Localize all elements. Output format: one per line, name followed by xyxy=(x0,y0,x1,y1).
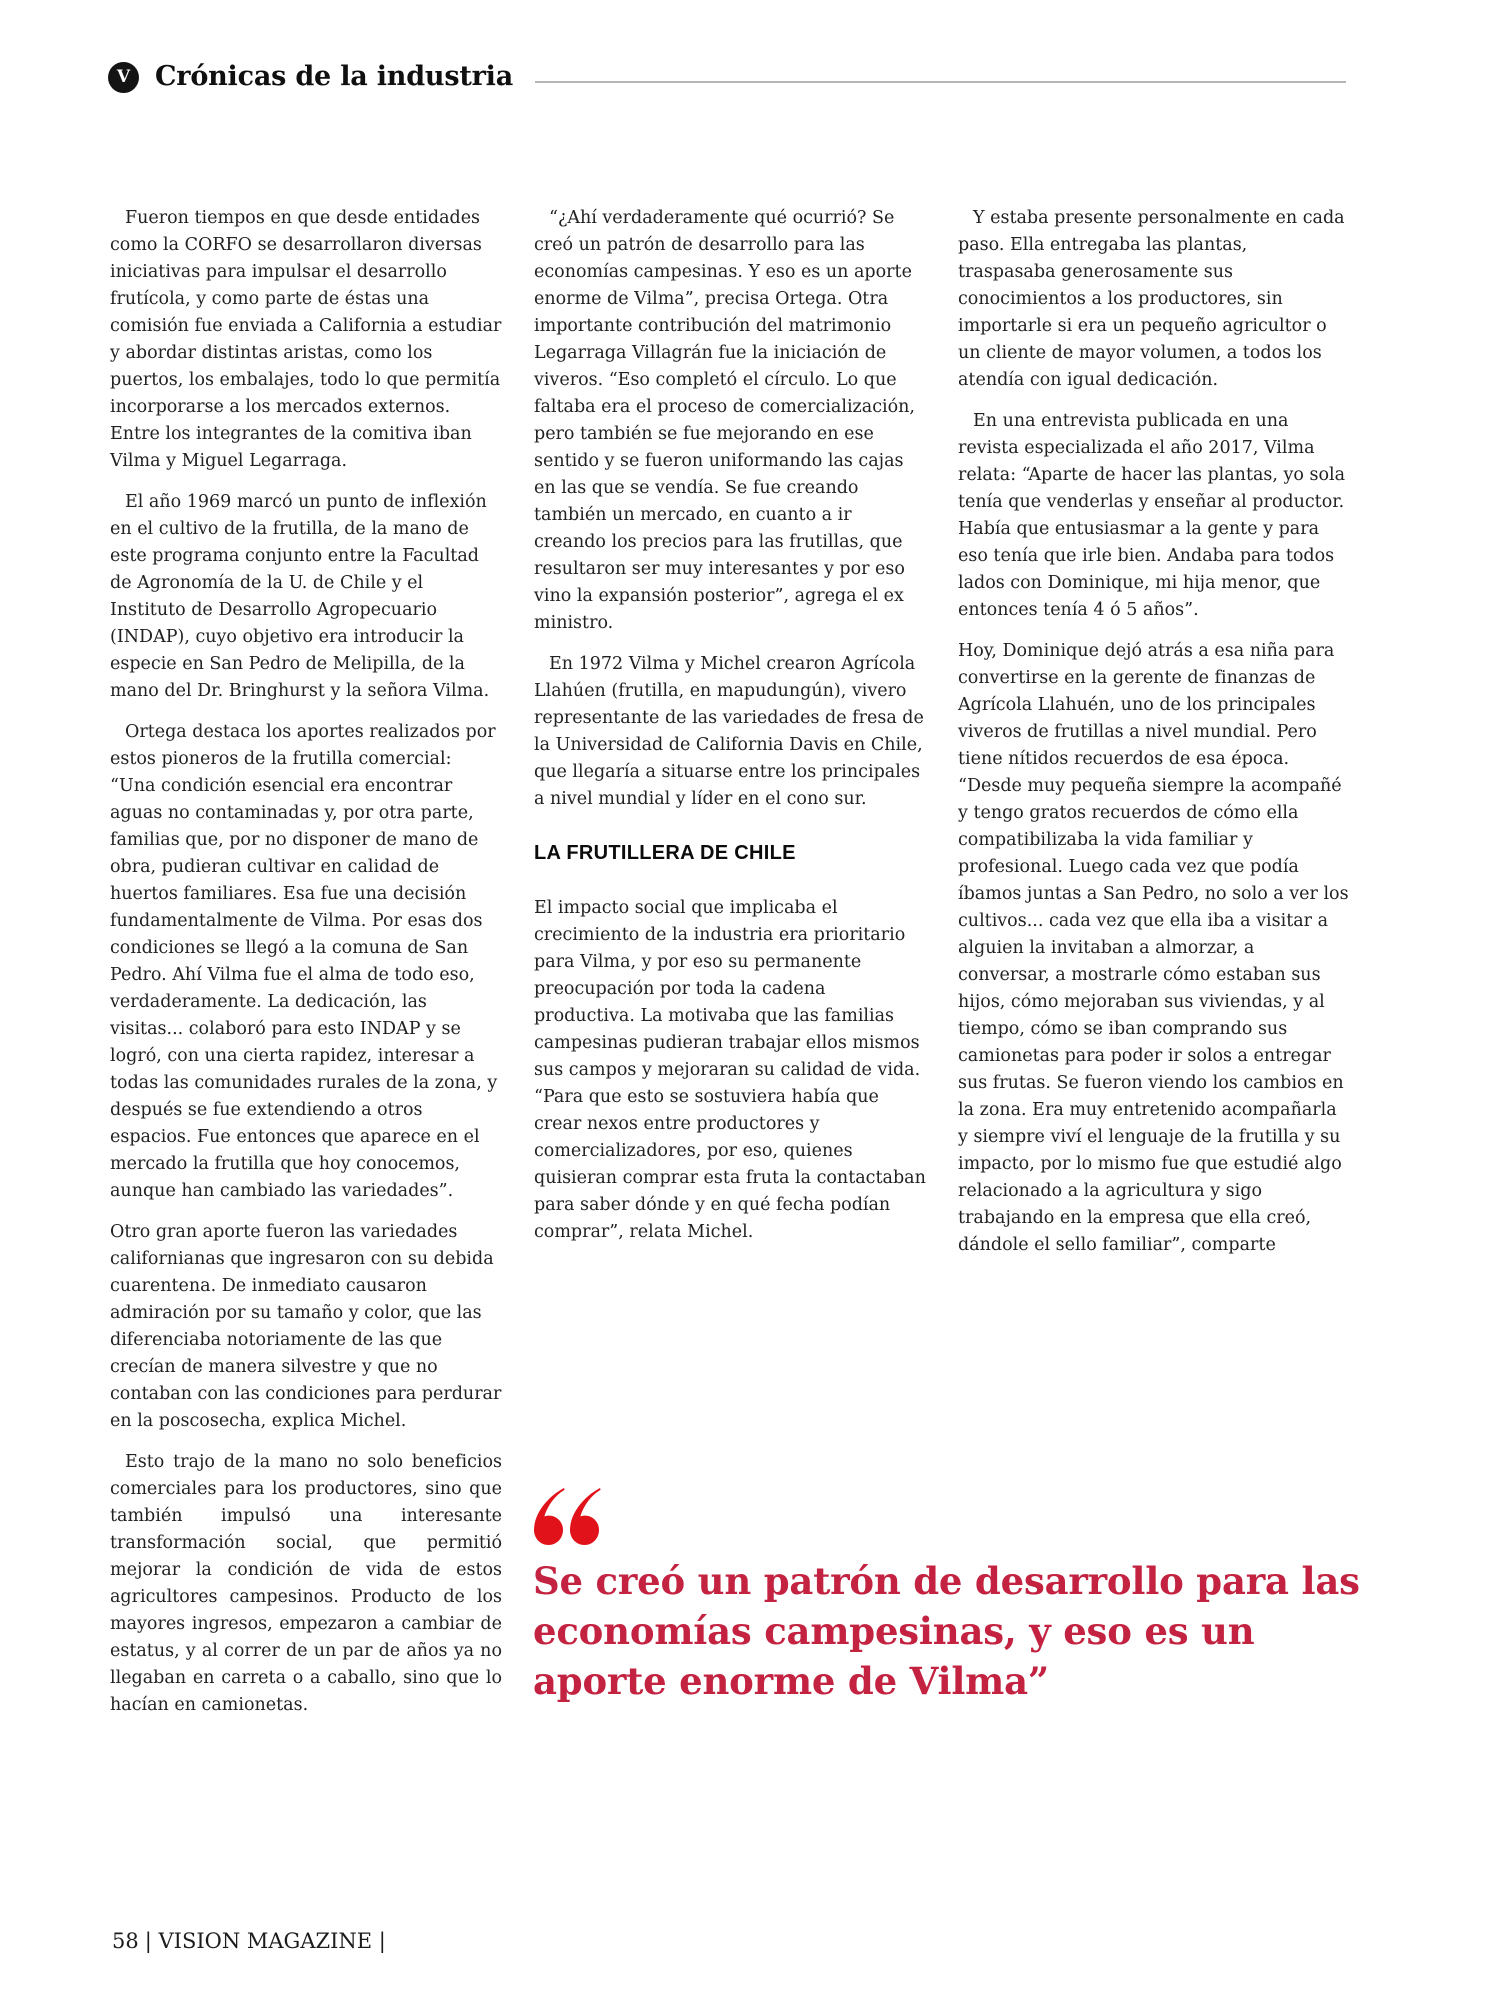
body-paragraph: El año 1969 marcó un punto de inflexión en el cultivo de la frutilla, de la mano de este programa conjunto entre la Facultad de Agronomía de la U. de Chile y el Instituto de Desarrollo Agropecuario (INDAP), cuyo objetivo era introducir la especie en San Pedro de Melipilla, de la mano del Dr. Bringhurst y la señora Vilma. xyxy=(110,492,490,701)
pull-quote-text: Se creó un patrón de desarrollo para las economías campesinas, y eso es un aporte enorme de Vilma” xyxy=(533,1559,1360,1703)
body-paragraph: Ortega destaca los aportes realizados por estos pioneros de la frutilla comercial: “Una condición esencial era encontrar aguas no contaminadas y, por otra parte, familias que, por no disponer de mano de obra, pudieran cultivar en calidad de huertos familiares. Esa fue una decisión fundamentalmente de Vilma. Por esas dos condiciones se llegó a la comuna de San Pedro. Ahí Vilma fue el alma de todo eso, verdaderamente. La dedicación, las visitas... colaboró para esto INDAP y se logró, con una cierta rapidez, interesar a todas las comunidades rurales de la zona, y después se fue extendiendo a otros espacios. Fue entonces que aparece en el mercado la frutilla que hoy conocemos, aunque han cambiado las variedades”. xyxy=(110,722,498,1201)
section-heading: LA FRUTILLERA DE CHILE xyxy=(534,842,796,864)
quote-mark-icon xyxy=(533,1487,601,1545)
logo-letter: V xyxy=(116,66,131,87)
section-title: Crónicas de la industria xyxy=(155,61,513,92)
body-paragraph: Otro gran aporte fueron las variedades californianas que ingresaron con su debida cuarentena. De inmediato causaron admiración por su tamaño y color, que las diferenciaba notoriamente de las que crecían de manera silvestre y que no contaban con las condiciones para perdurar en la poscosecha, explica Michel. xyxy=(110,1222,502,1431)
body-paragraph: En una entrevista publicada en una revista especializada el año 2017, Vilma relata: “Aparte de hacer las plantas, yo sola tenía que venderlas y enseñar al productor. Había que entusiasmar a la gente y para eso tenía que irle bien. Andaba para todos lados con Dominique, mi hija menor, que entonces tenía 4 ó 5 años”. xyxy=(958,411,1346,620)
page-number: 58 xyxy=(112,1929,139,1953)
pull-quote xyxy=(533,1487,1368,1706)
body-paragraph: Fueron tiempos en que desde entidades como la CORFO se desarrollaron diversas iniciativas para impulsar el desarrollo frutícola, y como parte de éstas una comisión fue enviada a California a estudiar y abordar distintas aristas, como los puertos, los embalajes, todo lo que permitía incorporarse a los mercados externos. Entre los integrantes de la comitiva iban Vilma y Miguel Legarraga. xyxy=(110,208,502,471)
magazine-name: | VISION MAGAZINE | xyxy=(144,1929,386,1953)
body-paragraph: En 1972 Vilma y Michel crearon Agrícola Llahúen (frutilla, en mapudungún), vivero representante de las variedades de fresa de la Universidad de California Davis en Chile, que llegaría a situarse entre los principales a nivel mundial y líder en el cono sur. xyxy=(534,654,924,809)
body-paragraph: “¿Ahí verdaderamente qué ocurrió? Se creó un patrón de desarrollo para las economías campesinas. Y eso es un aporte enorme de Vilma”, precisa Ortega. Otra importante contribución del matrimonio Legarraga Villagrán fue la iniciación de viveros. “Eso completó el círculo. Lo que faltaba era el proceso de comercialización, pero también se fue mejorando en ese sentido y se fueron uniformando las cajas en las que se vendía. Se fue creando también un mercado, en cuanto a ir creando los precios para las frutillas, que resultaron ser muy interesantes y por eso vino la expansión posterior”, agrega el ex ministro. xyxy=(534,208,915,633)
column-1 xyxy=(110,205,502,1733)
magazine-logo-badge xyxy=(108,62,139,93)
body-paragraph: Hoy, Dominique dejó atrás a esa niña para convertirse en la gerente de finanzas de Agrícola Llahuén, uno de los principales viveros de frutillas a nivel mundial. Pero tiene nítidos recuerdos de esa época. “Desde muy pequeña siempre la acompañé y tengo gratos recuerdos de cómo ella compatibilizaba la vida familiar y profesional. Luego cada vez que podía íbamos juntas a San Pedro, no solo a ver los cultivos... cada vez que ella iba a visitar a alguien la invitaban a almorzar, a conversar, a mostrarle cómo estaban sus hijos, cómo mejoraban sus viviendas, y al tiempo, cómo se iban comprando sus camionetas para poder ir solos a entregar sus frutas. Se fueron viendo los cambios en la zona. Era muy entretenido acompañarla y siempre viví el lenguaje de la frutilla y su impacto, por lo mismo fue que estudié algo relacionado a la agricultura y sigo trabajando en la empresa que ella creó, dándole el sello familiar”, comparte xyxy=(958,641,1349,1255)
page-header xyxy=(108,60,1346,94)
body-paragraph: Esto trajo de la mano no solo beneficios comerciales para los productores, sino que también impulsó una interesante transformación social, que permitió mejorar la condición de vida de estos agricultores campesinos. Producto de los mayores ingresos, empezaron a cambiar de estatus, y al correr de un par de años ya no llegaban en carreta o a caballo, sino que lo hacían en camionetas. xyxy=(110,1452,502,1715)
page-footer xyxy=(112,1928,386,1954)
body-paragraph: Y estaba presente personalmente en cada paso. Ella entregaba las plantas, traspasaba generosamente sus conocimientos a los productores, sin importarle si era un pequeño agricultor o un cliente de mayor volumen, a todos los atendía con igual dedicación. xyxy=(958,208,1345,390)
header-rule xyxy=(535,81,1346,83)
body-paragraph: El impacto social que implicaba el crecimiento de la industria era prioritario para Vilma, y por eso su permanente preocupación por toda la cadena productiva. La motivaba que las familias campesinas pudieran trabajar ellos mismos sus campos y mejoraran su calidad de vida. “Para que esto se sostuviera había que crear nexos entre productores y comercializadores, por eso, quienes quisieran comprar esta fruta la contactaban para saber dónde y en qué fecha podían comprar”, relata Michel. xyxy=(534,898,926,1242)
